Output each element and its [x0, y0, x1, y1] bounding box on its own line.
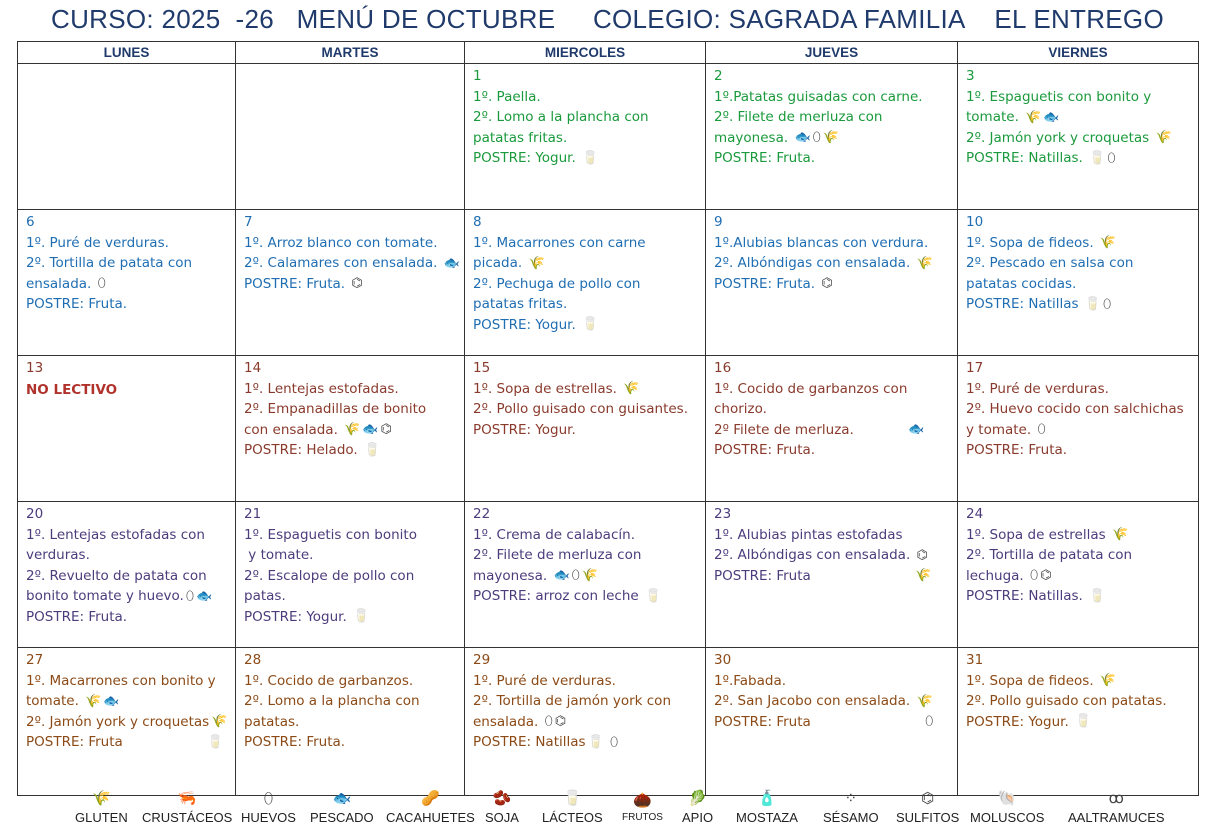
- day-number: 15: [473, 360, 491, 376]
- egg-icon: ⬯: [1037, 422, 1046, 438]
- gluten-icon: 🌾: [211, 714, 228, 730]
- first-course: 1º. Cocido de garbanzos.: [244, 672, 414, 689]
- legend-celery: 🥬 APIO: [682, 790, 714, 825]
- sulfites-icon: ⌬: [921, 790, 935, 807]
- day-cell-23: [706, 502, 958, 648]
- first-course-cont: y tomate.: [244, 547, 314, 564]
- dairy-icon: 🥛: [582, 317, 599, 333]
- day-cell-28: [236, 648, 465, 796]
- day-number: 9: [714, 214, 723, 230]
- day-number: 1: [473, 68, 482, 84]
- legend-crustaceans: 🦐 CRUSTÁCEOS: [142, 790, 233, 825]
- first-course: 1º. Macarrones con carne: [473, 234, 646, 251]
- second-course-cont: patas.: [244, 588, 286, 605]
- dessert: POSTRE: Fruta.: [966, 442, 1068, 459]
- dessert: POSTRE: Yogur.: [473, 150, 576, 167]
- sulfites-icon: ⌬: [821, 276, 833, 292]
- gluten-icon: 🌾: [915, 568, 932, 584]
- second-course: 2º. Huevo cocido con salchichas: [966, 401, 1184, 418]
- second-course: 2º. Albóndigas con ensalada.: [714, 255, 911, 272]
- second-course-cont: con ensalada.: [244, 421, 338, 438]
- second-course: 2º. Tortilla de patata con: [26, 255, 193, 272]
- day-cell-2: [706, 64, 958, 210]
- gluten-icon: 🌾: [344, 422, 361, 438]
- egg-icon: ⬯: [925, 714, 934, 730]
- day-header-martes: MARTES: [236, 42, 465, 64]
- first-course: 1º. Cocido de garbanzos con: [714, 380, 908, 397]
- first-course: 1º. Sopa de fideos.: [966, 234, 1094, 251]
- second-course-cont: ensalada.: [473, 713, 539, 730]
- egg-icon: ⬯: [185, 588, 195, 604]
- day-cell-27: [18, 648, 236, 796]
- first-course: 1º. Puré de verduras.: [966, 380, 1109, 397]
- dessert: POSTRE: arroz con leche: [473, 588, 639, 605]
- day-cell-24: [958, 502, 1199, 648]
- day-number: 22: [473, 506, 491, 522]
- week-row-4: [18, 502, 1199, 648]
- day-number: 17: [966, 360, 984, 376]
- day-number: 29: [473, 652, 491, 668]
- egg-icon: ⬯: [1103, 296, 1112, 312]
- menu-calendar: [17, 41, 1199, 796]
- celery-icon: 🥬: [688, 790, 707, 807]
- weekday-header-row: [18, 42, 1199, 64]
- dairy-icon: 🥛: [1075, 714, 1092, 730]
- sulfites-icon: ⌬: [554, 714, 567, 730]
- legend-dairy: 🥛 LÁCTEOS: [542, 790, 603, 825]
- day-number: 8: [473, 214, 482, 230]
- dessert: POSTRE: Fruta: [714, 567, 811, 584]
- gluten-icon: 🌾: [85, 693, 102, 709]
- dairy-icon: 🥛: [1089, 150, 1106, 166]
- fish-icon: 🐟: [553, 568, 570, 584]
- dairy-icon: 🥛: [207, 734, 224, 750]
- dessert: POSTRE: Helado.: [244, 442, 358, 459]
- dairy-icon: 🥛: [1089, 588, 1106, 604]
- first-course-cont: chorizo.: [714, 401, 767, 418]
- dessert: POSTRE: Fruta.: [26, 296, 128, 313]
- dairy-icon: 🥛: [587, 734, 604, 750]
- day-cell-15: [465, 356, 706, 502]
- dessert: POSTRE: Fruta: [26, 734, 123, 751]
- dairy-icon: 🥛: [582, 150, 599, 166]
- day-number: 3: [966, 68, 975, 84]
- first-course-cont: tomate.: [966, 109, 1019, 126]
- legend-fish: 🐟 PESCADO: [310, 790, 374, 825]
- second-course-cont: patatas fritas.: [473, 129, 568, 146]
- first-course: 1º. Macarrones con bonito y: [26, 672, 216, 689]
- gluten-icon: 🌾: [528, 255, 545, 271]
- day-number: 30: [714, 652, 732, 668]
- second-course: 2º. Pollo guisado con guisantes.: [473, 401, 688, 418]
- dessert: POSTRE: Yogur.: [244, 608, 347, 625]
- dairy-icon: 🥛: [644, 588, 662, 604]
- first-course: 1º.Alubias blancas con verdura.: [714, 234, 929, 251]
- legend-nuts: 🌰 FRUTOS: [622, 792, 663, 823]
- first-course: 1º. Espaguetis con bonito: [244, 526, 417, 543]
- day-cell-8: [465, 210, 706, 356]
- no-school-label: NO LECTIVO: [26, 381, 118, 398]
- egg-icon: ⬯: [610, 734, 619, 750]
- second-course-cont: patatas fritas.: [473, 296, 568, 313]
- first-course-cont: verduras.: [26, 547, 90, 564]
- gluten-icon: 🌾: [1155, 130, 1172, 146]
- gluten-icon: 🌾: [623, 381, 640, 397]
- fish-icon: 🐟: [103, 693, 120, 709]
- day-cell-13: [18, 356, 236, 502]
- first-course-cont: tomate.: [26, 693, 79, 710]
- day-number: 10: [966, 214, 984, 230]
- day-cell-30: [706, 648, 958, 796]
- molluscs-icon: 🐚: [997, 790, 1017, 807]
- first-course: 1º. Sopa de estrellas: [966, 526, 1106, 543]
- second-course: 2º. Escalope de pollo con: [244, 567, 415, 584]
- second-course-cont: mayonesa.: [714, 129, 789, 146]
- sulfites-icon: ⌬: [1040, 568, 1052, 584]
- day-number: 27: [26, 652, 44, 668]
- legend-gluten: 🌾 GLUTEN: [75, 790, 128, 825]
- gluten-icon: 🌾: [1099, 673, 1117, 689]
- legend-peanuts: 🥜 CACAHUETES: [386, 790, 475, 825]
- first-course: 1º. Puré de verduras.: [26, 234, 169, 251]
- second-course: 2º. Lomo a la plancha con: [473, 109, 649, 126]
- second-course-cont: ensalada.: [26, 275, 92, 292]
- fish-icon: 🐟: [443, 255, 460, 271]
- day-cell-1: [465, 64, 706, 210]
- day-header-miercoles: MIERCOLES: [465, 42, 706, 64]
- second-course: 2º. Revuelto de patata con: [26, 567, 207, 584]
- first-course: 1º. Crema de calabacín.: [473, 526, 635, 543]
- dessert: POSTRE: Fruta.: [244, 734, 346, 751]
- peanut-icon: 🥜: [421, 790, 440, 807]
- dessert: POSTRE: Yogur.: [473, 421, 576, 438]
- day-number: 23: [714, 506, 732, 522]
- day-cell-9: [706, 210, 958, 356]
- legend-molluscs: 🐚 MOLUSCOS: [970, 790, 1045, 825]
- legend-sulfites: ⌬ SULFITOS: [896, 790, 960, 825]
- nuts-icon: 🌰: [633, 792, 652, 809]
- dessert: POSTRE: Fruta.: [714, 150, 816, 167]
- second-course: 2º. Filete de merluza con: [473, 547, 642, 564]
- second-course: 2º. Pollo guisado con patatas.: [966, 693, 1167, 710]
- second-course: 2º. San Jacobo con ensalada.: [714, 693, 911, 710]
- day-number: 2: [714, 68, 723, 84]
- dessert: POSTRE: Fruta.: [26, 608, 128, 625]
- dessert: POSTRE: Natillas: [473, 734, 586, 751]
- soy-icon: 🫘: [492, 790, 512, 807]
- day-number: 21: [244, 506, 262, 522]
- day-number: 6: [26, 214, 35, 230]
- dessert: POSTRE: Fruta.: [714, 275, 816, 292]
- day-header-viernes: VIERNES: [958, 42, 1199, 64]
- second-course-cont: patatas.: [244, 713, 300, 730]
- day-number: 28: [244, 652, 262, 668]
- gluten-icon: 🌾: [1111, 527, 1129, 543]
- day-number: 31: [966, 652, 984, 668]
- day-cell-16: [706, 356, 958, 502]
- day-cell-14: [236, 356, 465, 502]
- second-course: 2º. Tortilla de patata con: [966, 547, 1133, 564]
- sulfites-icon: ⌬: [351, 276, 363, 292]
- week-row-2: [18, 210, 1199, 356]
- week-row-3: [18, 356, 1199, 502]
- egg-icon: ⬯: [1030, 568, 1039, 584]
- second-course: 2º. Lomo a la plancha con: [244, 693, 420, 710]
- fish-icon: 🐟: [1043, 109, 1060, 125]
- sesame-icon: ⁘: [844, 790, 858, 807]
- day-header-jueves: JUEVES: [706, 42, 958, 64]
- second-course: 2º. Tortilla de jamón york con: [473, 693, 671, 710]
- fish-icon: 🐟: [794, 130, 811, 146]
- egg-icon: ⬯: [812, 130, 821, 146]
- first-course: 1º. Puré de verduras.: [473, 672, 616, 689]
- fish-icon: 🐟: [908, 422, 925, 438]
- day-cell-20: [18, 502, 236, 648]
- gluten-icon: 🌾: [92, 790, 111, 807]
- gluten-icon: 🌾: [916, 255, 933, 271]
- crustaceans-icon: 🦐: [177, 790, 197, 807]
- legend-eggs: ⬯ HUEVOS: [241, 790, 296, 825]
- dairy-icon: 🥛: [1084, 296, 1102, 312]
- day-cell-10: [958, 210, 1199, 356]
- dessert: POSTRE: Fruta: [714, 713, 811, 730]
- second-course: 2º. Jamón york y croquetas: [26, 713, 210, 730]
- second-course-cont: bonito tomate y huevo.: [26, 588, 184, 605]
- first-course: 1º. Arroz blanco con tomate.: [244, 234, 438, 251]
- day-cell-empty: [18, 64, 236, 210]
- first-course: 1º. Alubias pintas estofadas: [714, 526, 903, 543]
- first-course: 1º. Sopa de fideos.: [966, 672, 1094, 689]
- day-cell-21: [236, 502, 465, 648]
- legend-lupin: ꝏ AALTRAMUCES: [1068, 790, 1165, 825]
- gluten-icon: 🌾: [916, 693, 933, 709]
- day-number: 7: [244, 214, 253, 230]
- second-course: 2º. Empanadillas de bonito: [244, 401, 427, 418]
- lupin-icon: ꝏ: [1108, 790, 1124, 807]
- dessert: POSTRE: Yogur.: [473, 316, 576, 333]
- day-number: 20: [26, 506, 44, 522]
- dairy-icon: 🥛: [364, 442, 381, 458]
- week-row-5: [18, 648, 1199, 796]
- second-course-cont: patatas cocidas.: [966, 275, 1077, 292]
- second-course: 2º. Albóndigas con ensalada.: [714, 547, 911, 564]
- day-cell-empty: [236, 64, 465, 210]
- legend-sesame: ⁘ SÉSAMO: [823, 790, 879, 825]
- day-number: 24: [966, 506, 984, 522]
- day-cell-7: [236, 210, 465, 356]
- fish-icon: 🐟: [362, 422, 379, 438]
- gluten-icon: 🌾: [822, 130, 839, 146]
- second-course: 2º. Calamares con ensalada.: [244, 255, 438, 272]
- allergen-legend: [60, 788, 1180, 832]
- egg-icon: ⬯: [1107, 150, 1116, 166]
- sulfites-icon: ⌬: [916, 547, 928, 563]
- day-cell-3: [958, 64, 1199, 210]
- day-number: 14: [244, 360, 262, 376]
- sulfites-icon: ⌬: [380, 422, 392, 438]
- second-course: 2º. Pechuga de pollo con: [473, 275, 641, 292]
- day-cell-6: [18, 210, 236, 356]
- day-number: 16: [714, 360, 732, 376]
- week-row-1: [18, 64, 1199, 210]
- day-header-lunes: LUNES: [18, 42, 236, 64]
- dessert: POSTRE: Fruta.: [714, 442, 816, 459]
- dessert: POSTRE: Natillas: [966, 296, 1079, 313]
- dessert: POSTRE: Natillas.: [966, 588, 1083, 605]
- second-course-cont: lechuga.: [966, 567, 1024, 584]
- second-course-cont: y tomate.: [966, 421, 1032, 438]
- first-course: 1º.Fabada.: [714, 672, 787, 689]
- egg-icon: ⬯: [544, 714, 553, 730]
- day-cell-17: [958, 356, 1199, 502]
- first-course: 1º. Lentejas estofadas.: [244, 380, 399, 397]
- day-cell-31: [958, 648, 1199, 796]
- mustard-icon: 🧴: [757, 790, 777, 807]
- second-course: 2º. Jamón york y croquetas: [966, 129, 1150, 146]
- second-course: 2º Filete de merluza.: [714, 421, 854, 438]
- first-course: 1º.Patatas guisadas con carne.: [714, 88, 923, 105]
- dairy-icon: 🥛: [353, 609, 370, 625]
- day-cell-29: [465, 648, 706, 796]
- gluten-icon: 🌾: [581, 568, 598, 584]
- dessert: POSTRE: Yogur.: [966, 713, 1069, 730]
- gluten-icon: 🌾: [1099, 235, 1117, 251]
- legend-mustard: 🧴 MOSTAZA: [736, 790, 798, 825]
- fish-icon: 🐟: [196, 588, 213, 604]
- dairy-icon: 🥛: [563, 790, 582, 807]
- first-course: 1º. Paella.: [473, 88, 541, 105]
- first-course: 1º. Espaguetis con bonito y: [966, 88, 1152, 105]
- dessert: POSTRE: Fruta.: [244, 275, 346, 292]
- egg-icon: ⬯: [263, 790, 274, 807]
- gluten-icon: 🌾: [1025, 109, 1042, 125]
- first-course: 1º. Sopa de estrellas.: [473, 380, 617, 397]
- day-number: 13: [26, 360, 44, 376]
- first-course: 1º. Lentejas estofadas con: [26, 526, 205, 543]
- egg-icon: ⬯: [571, 568, 580, 584]
- second-course: 2º. Filete de merluza con: [714, 109, 883, 126]
- first-course-cont: picada.: [473, 255, 523, 272]
- second-course: 2º. Pescado en salsa con: [966, 255, 1134, 272]
- second-course-cont: mayonesa.: [473, 567, 548, 584]
- egg-icon: ⬯: [97, 276, 106, 292]
- dessert: POSTRE: Natillas.: [966, 150, 1083, 167]
- day-cell-22: [465, 502, 706, 648]
- page-title: CURSO: 2025 -26 MENÚ DE OCTUBRE COLEGIO: SAGRADA FAMILIA EL ENTREGO: [51, 4, 1164, 34]
- legend-soy: 🫘 SOJA: [485, 790, 519, 825]
- fish-icon: 🐟: [332, 790, 352, 807]
